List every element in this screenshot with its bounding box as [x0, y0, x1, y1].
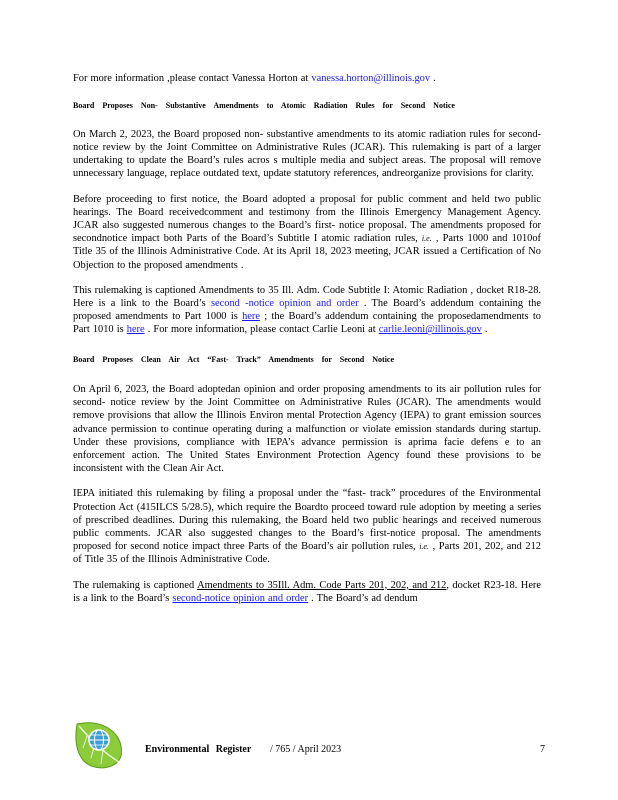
second-notice-opinion-link[interactable]: second -notice opinion and order: [211, 297, 359, 309]
paragraph: On April 6, 2023, the Board adoptedan opinion and order proposing amendments to its air pollution rules for second- notice review by the Joint Committee on Administrative Rules (JCAR). The amendments would remove provisions that allow the Illinois Environ mental Protection Agency (IEPA) to grant emission sources advance permission to continue operating during a malfunction or violate emission standards during startup. Under these provisions, compliance with IEPA’s advance permission is aprima facie defens e to an enforcement action. The United States Environment Protection Agency found these provisions to be inconsistent with the Clean Air Act.: [73, 384, 541, 475]
part-1000-addendum-link[interactable]: here: [242, 311, 260, 323]
publication-name: Environmental Register: [145, 744, 252, 755]
issue-info: / 765 / April 2023: [270, 744, 342, 755]
paragraph: On March 2, 2023, the Board proposed non- substantive amendments to its atomic radiation rules for second- notice review by the Joint Committee on Administrative Rules (JCAR). This rulemaking is part of a larger undertaking to update the Board’s rules acros s multiple media and subject areas. The proposal will remove unnecessary language, replace outdated text, update statutory references, andreorganize provisions for clarity.: [73, 128, 541, 180]
section-heading-clean-air-act: Board Proposes Clean Air Act “Fast- Track” Amendments for Second Notice: [73, 354, 395, 364]
paragraph: This rulemaking is captioned Amendments to 35 Ill. Adm. Code Subtitle I: Atomic Radiation , docket R18-28. Here is a link to the Board’s second -notice opinion and order . The Board’s addendum containing the proposed amendments to Part 1000 is here ; the Board’s addendum containing the proposedamendments to Part 1010 is here . For more information, please contact Carlie Leoni at carlie.leoni@illinois.gov .: [73, 284, 542, 336]
section-heading-atomic-radiation: Board Proposes Non- Substantive Amendments to Atomic Radiation Rules for Second Notice: [73, 101, 455, 111]
page-footer: [73, 716, 545, 776]
paragraph: The rulemaking is captioned Amendments to 35Ill. Adm. Code Parts 201, 202, and 212, docket R23-18. Here is a link to the Board’s second-notice opinion and order . The Board’s ad dendum: [73, 579, 541, 604]
document-body: [73, 72, 541, 605]
paragraph: Before proceeding to first notice, the Board adopted a proposal for public comment and held two public hearings. The Board receivedcomment and testimony from the Illinois Emergency Management Agency. JCAR also suggested numerous changes to the Board’s first- notice proposal. The amendments proposed for secondnotice impact both Parts of the Board’s Subtitle I atomic radiation rules, i.e. , Parts 1000 and 1010of Title 35 of the Illinois Administrative Code. At its April 18, 2023 meeting, JCAR issued a Certification of No Objection to the proposed amendments .: [73, 193, 542, 271]
intro-end: .: [430, 73, 436, 84]
email-link-vanessa[interactable]: vanessa.horton@illinois.gov: [311, 73, 431, 84]
email-link-carlie[interactable]: carlie.leoni@illinois.gov: [378, 324, 482, 336]
rulemaking-caption: Amendments to 35Ill. Adm. Code Parts 201, 202, and 212: [197, 579, 447, 591]
intro-text: For more information ,please contact Vanessa Horton at: [73, 73, 312, 84]
part-1010-addendum-link[interactable]: here: [126, 324, 145, 336]
leaf-globe-icon: [73, 716, 127, 772]
second-notice-opinion-link-2[interactable]: second-notice opinion and order: [172, 592, 309, 604]
intro-paragraph: [73, 72, 541, 85]
page-number: 7: [540, 744, 545, 755]
paragraph: IEPA initiated this rulemaking by filing a proposal under the “fast- track” procedures of the Environmental Protection Act (415ILCS 5/28.5), which require the Boardto proceed toward rule adoption by meeting a series of prescribed deadlines. During this rulemaking, the Board held two public hearings and received numerous public comments. JCAR also suggested changes to the Board’s first-notice proposal. The amendments proposed for second notice impact three Parts of the Board’s air pollution rules, i.e. , Parts 201, 202, and 212 of Title 35 of the Illinois Administrative Code.: [73, 488, 541, 566]
